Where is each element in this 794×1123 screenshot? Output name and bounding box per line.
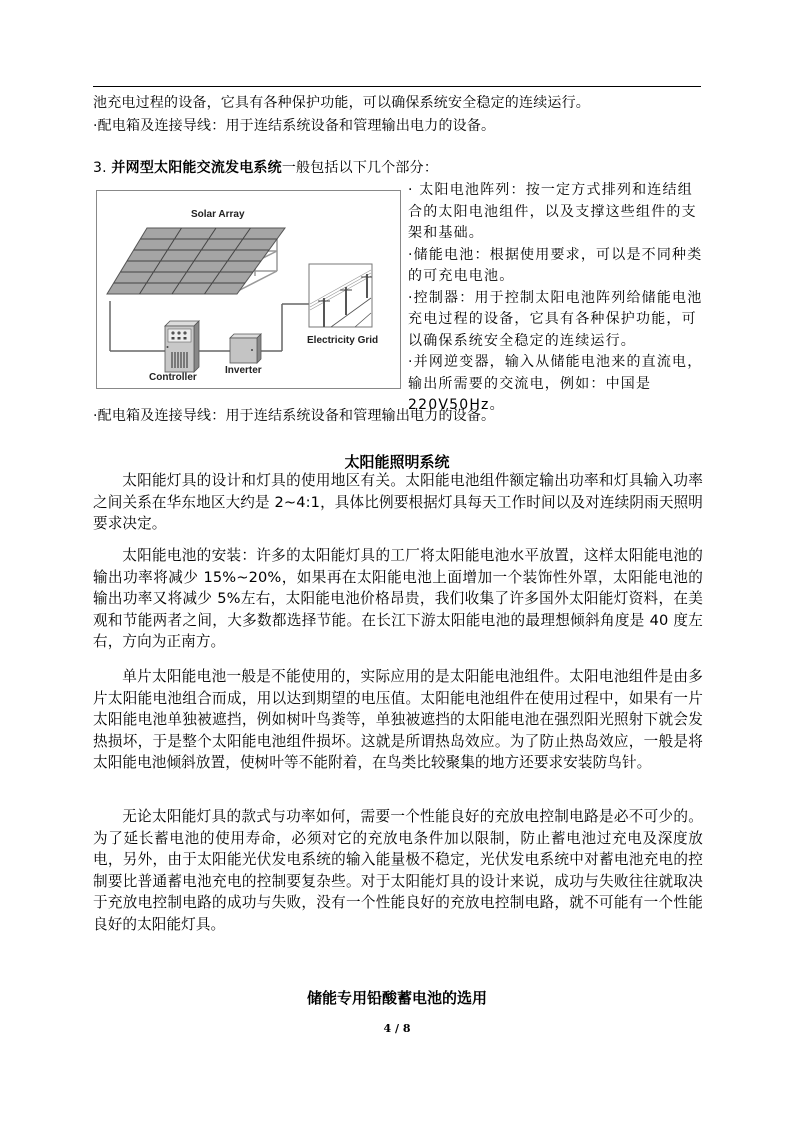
text-line-distribution-box-2: ·配电箱及连接导线：用于连结系统设备和管理输出电力的设备。	[93, 408, 496, 424]
diagram-graphic	[97, 191, 400, 388]
section-title-bold: 并网型太阳能交流发电系统	[111, 160, 282, 176]
electricity-grid-illustration	[309, 264, 372, 327]
lighting-section-heading: 太阳能照明系统	[344, 453, 450, 471]
component-storage-battery: ·储能电池：根据使用要求，可以是不同种类的可充电电池。	[408, 246, 703, 284]
label-controller: Controller	[149, 372, 197, 383]
text-line-continuation: 池充电过程的设备，它具有各种保护功能，可以确保系统安全稳定的连续运行。	[93, 95, 590, 111]
section-title-rest: 一般包括以下几个部分：	[281, 160, 439, 176]
inverter-box	[230, 334, 261, 363]
lighting-paragraph-1: 太阳能灯具的设计和灯具的使用地区有关。太阳能电池组件额定输出功率和灯具输入功率之间关系在华东地区大约是 2~4:1，具体比例要根据灯具每天工作时间以及对连续阴雨天照明要求决定。	[93, 472, 703, 533]
header-rule	[93, 86, 701, 87]
component-list	[408, 180, 704, 417]
controller-cabinet	[165, 321, 199, 372]
component-solar-array: · 太阳电池阵列：按一定方式排列和连结组合的太阳电池组件，以及支撑这些组件的支架和基础。	[408, 182, 697, 241]
section-number: 3.	[93, 160, 112, 176]
component-grid-inverter: ·并网逆变器，输入从储能电池来的直流电，输出所需要的交流电，例如：中国是220V50Hz。	[408, 354, 703, 413]
label-inverter: Inverter	[225, 365, 262, 376]
component-controller: ·控制器：用于控制太阳电池阵列给储能电池充电过程的设备，它具有各种保护功能，可以确保系统安全稳定的连续运行。	[408, 289, 703, 349]
section-3-heading	[93, 158, 438, 179]
text-line-distribution-box: ·配电箱及连接导线：用于连结系统设备和管理输出电力的设备。	[93, 118, 496, 134]
battery-section-heading: 储能专用铅酸蓄电池的选用	[306, 989, 487, 1007]
lighting-paragraph-3: 单片太阳能电池一般是不能使用的，实际应用的是太阳能电池组件。太阳电池组件是由多片太阳能电池组合而成，用以达到期望的电压值。太阳能电池组件在使用过程中，如果有一片太阳能电池单独被遮挡，例如树叶鸟粪等，单独被遮挡的太阳能电池在强烈阳光照射下就会发热损坏，于是整个太阳能电池组件损坏。这就是所谓热岛效应。为了防止热岛效应，一般是将太阳能电池倾斜放置，使树叶等不能附着，在鸟类比较聚集的地方还要求安装防鸟针。	[93, 668, 703, 772]
lighting-paragraph-2: 太阳能电池的安装：许多的太阳能灯具的工厂将太阳能电池水平放置，这样太阳能电池的输出功率将减少 15%~20%，如果再在太阳能电池上面增加一个装饰性外罩，太阳能电池的输出功率又将减少 5%左右，太阳能电池价格昂贵，我们收集了许多国外太阳能灯资料，在美观和节能两者之间，大多数都选择节能。在长江下游太阳能电池的最理想倾斜角度是 40 度左右，方向为正南方。	[93, 547, 703, 651]
page-number: 4 / 8	[383, 1022, 411, 1035]
label-electricity-grid: Electricity Grid	[307, 335, 379, 346]
lighting-paragraph-4: 无论太阳能灯具的款式与功率如何，需要一个性能良好的充放电控制电路是必不可少的。为了延长蓄电池的使用寿命，必须对它的充放电条件加以限制，防止蓄电池过充电及深度放电，另外，由于太阳能光伏发电系统的输入能量极不稳定，光伏发电系统中对蓄电池充电的控制要比普通蓄电池充电的控制要复杂些。对于太阳能灯具的设计来说，成功与失败往往就取决于充放电控制电路的成功与失败，没有一个性能良好的充放电控制电路，就不可能有一个性能良好的太阳能灯具。	[93, 808, 703, 933]
label-solar-array: Solar Array	[191, 209, 245, 220]
grid-connected-system-diagram	[96, 190, 401, 389]
